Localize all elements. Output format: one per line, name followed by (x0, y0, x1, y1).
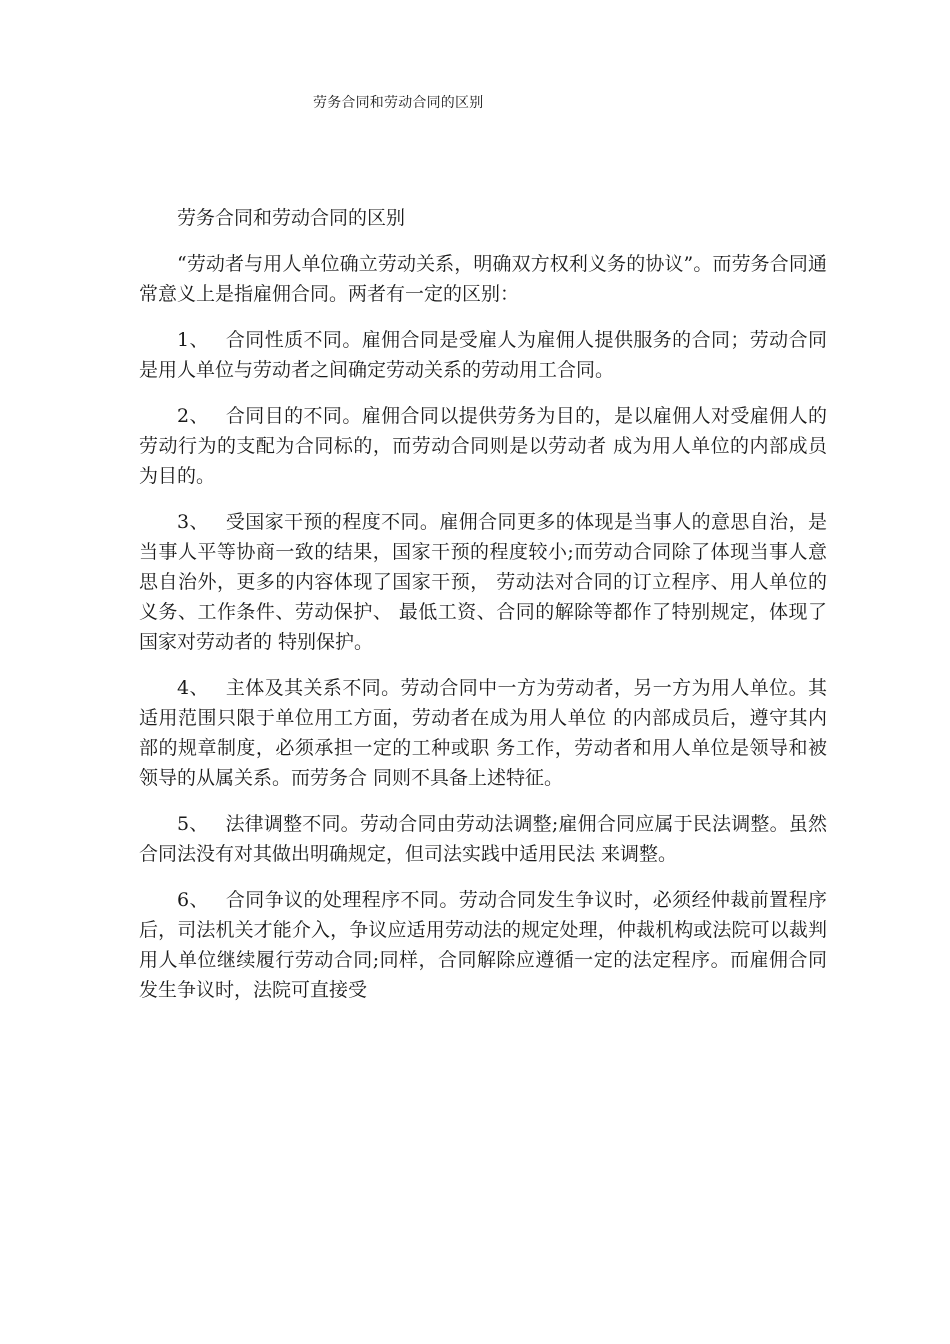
list-item (139, 885, 827, 1005)
item-text: 合同性质不同。雇佣合同是受雇人为雇佣人提供服务的合同；劳动合同是用人单位与劳动者之间确定劳动关系的劳动用工合同。 (139, 329, 827, 381)
list-item (139, 325, 827, 385)
list-item (139, 401, 827, 491)
list-item (139, 673, 827, 793)
intro-paragraph: “劳动者与用人单位确立劳动关系，明确双方权利义务的协议”。而劳务合同通常意义上是指雇佣合同。两者有一定的区别： (139, 253, 827, 305)
list-item (139, 507, 827, 657)
item-number: 2、 (177, 405, 209, 427)
document-body (139, 203, 827, 1005)
page-header: 劳务合同和劳动合同的区别 (313, 95, 484, 111)
item-number: 5、 (177, 813, 209, 835)
item-number: 1、 (177, 329, 209, 351)
item-number: 3、 (177, 511, 209, 533)
item-number: 4、 (177, 677, 209, 699)
item-text: 法律调整不同。劳动合同由劳动法调整;雇佣合同应属于民法调整。虽然合同法没有对其做出明确规定，但司法实践中适用民法 来调整。 (139, 813, 827, 865)
item-text: 合同争议的处理程序不同。劳动合同发生争议时，必须经仲裁前置程序后，司法机关才能介入，争议应适用劳动法的规定处理，仲裁机构或法院可以裁判用人单位继续履行劳动合同;同样，合同解除应遵循一定的法定程序。而雇佣合同发生争议时，法院可直接受 (139, 889, 827, 1001)
document-title: 劳务合同和劳动合同的区别 (177, 207, 406, 229)
item-number: 6、 (177, 889, 209, 911)
item-text: 合同目的不同。雇佣合同以提供劳务为目的，是以雇佣人对受雇佣人的劳动行为的支配为合同标的，而劳动合同则是以劳动者 成为用人单位的内部成员为目的。 (139, 405, 827, 487)
item-text: 受国家干预的程度不同。雇佣合同更多的体现是当事人的意思自治，是当事人平等协商一致的结果，国家干预的程度较小;而劳动合同除了体现当事人意思自治外，更多的内容体现了国家干预， 劳动法对合同的订立程序、用人单位的义务、工作条件、劳动保护、 最低工资、合同的解除等都作了特别规定，体现了国家对劳动者的 特别保护。 (139, 511, 827, 653)
item-text: 主体及其关系不同。劳动合同中一方为劳动者，另一方为用人单位。其适用范围只限于单位用工方面，劳动者在成为用人单位 的内部成员后，遵守其内部的规章制度，必须承担一定的工种或职 务工作，劳动者和用人单位是领导和被领导的从属关系。而劳务合 同则不具备上述特征。 (139, 677, 827, 789)
list-item (139, 809, 827, 869)
